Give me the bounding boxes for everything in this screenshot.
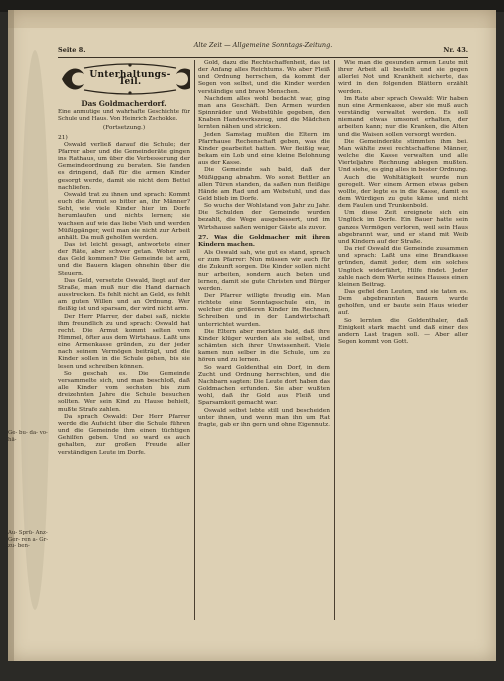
paragraph: So lernten die Goldenthaler, daß Einigkeit stark macht und daß einer des andern Last tragen soll. — Aber aller Segen kommt von Gott.	[338, 317, 468, 346]
paragraph: Oswald selbst lebte still und bescheiden unter ihnen, und wenn man ihn um Rat fragte, gab er ihn gern und ohne Eigennutz.	[198, 407, 330, 428]
paragraph: Das Geld, versetzte Oswald, liegt auf der Straße, man muß nur die Hand darnach ausstrecken. Es fehlt nicht an Geld, es fehlt am guten Willen und an Ordnung. Wer fleißig ist und sparsam, der wird nicht arm.	[58, 277, 190, 313]
chapter-number: 21)	[58, 134, 68, 141]
section-banner	[58, 62, 190, 96]
paragraph: Die Gemeinderäte stimmten ihm bei. Man wählte zwei rechtschaffene Männer, welche die Kasse verwalten und alle Vierteljahre Rechnung ablegen mußten. Und siehe, es ging alles in bester Ordnung.	[338, 138, 468, 174]
story-subtitle: Eine anmutige und wahrhafte Geschichte für Schule und Haus. Von Heinrich Zschokke.	[58, 109, 190, 123]
paragraph: Oswald verließ darauf die Schule; der Pfarrer aber und die Gemeinderäte gingen ins Rathaus, um über die Verbesserung der Gemeindeordnung zu beraten. Sie fanden es dringend, daß für die armen Kinder gesorgt werde, damit sie nicht dem Bettel nachliefen.	[58, 141, 190, 191]
paragraph: Oswald trat zu ihnen und sprach: Kommt euch die Armut so bitter an, ihr Männer? Seht, wie viele Kinder hier im Dorfe herumlaufen und nichts lernen; sie wachsen auf wie das liebe Vieh und werden Müßiggänger, weil man sie nicht zur Arbeit anhält. Da muß geholfen werden.	[58, 191, 190, 241]
paragraph: So geschah es. Die Gemeinde versammelte sich, und man beschloß, daß alle Kinder vom sechsten bis zum dreizehnten Jahre die Schule besuchen sollten. Wer sein Kind zu Hause behielt, mußte Strafe zahlen.	[58, 370, 190, 413]
chapter-heading: 27. Was die Goldmacher mit ihren Kindern machen.	[198, 233, 330, 248]
page-top-tint	[8, 10, 496, 28]
paragraph: Die Eltern aber merkten bald, daß ihre Kinder klüger wurden als sie selbst, und schämten sich ihrer Unwissenheit. Viele kamen nun selber in die Schule, um zu hören und zu lernen.	[198, 328, 330, 364]
paragraph: Um diese Zeit ereignete sich ein Unglück im Dorfe. Ein Bauer hatte sein ganzes Vermögen verloren, weil sein Haus abgebrannt war, und er stand mit Weib und Kindern auf der Straße.	[338, 210, 468, 245]
margin-note-bottom-text: Au- Sprü- Anz- Ger- ren a- Gr- zu- ben-	[8, 530, 49, 550]
paragraph: Gold, dazu die Rechtschaffenheit, das ist der Anfang alles Reichtums. Wo aber Fleiß und Ordnung herrschen, da kommt der Segen von selbst, und die Kinder werden verständige und brave Menschen.	[198, 60, 330, 95]
paragraph: Im Rate aber sprach Oswald: Wir haben nun eine Armenkasse, aber sie muß auch verständig verwaltet werden. Es soll niemand etwas umsonst erhalten, der arbeiten kann; nur die Kranken, die Alten und die Waisen sollen versorgt werden.	[338, 95, 468, 138]
paragraph: Wie man die gesunden armen Leute mit ihrer Arbeit all bestellt und sie gegen allerlei Not und Krankheit sicherte, das wird in den folgenden Blättern erzählt werden.	[338, 60, 468, 95]
paragraph: Da rief Oswald die Gemeinde zusammen und sprach: Laßt uns eine Brandkasse gründen, damit jeder, dem ein solches Unglück widerfährt, Hilfe findet. Jeder zahle nach dem Werte seines Hauses einen kleinen Beitrag.	[338, 246, 468, 288]
paragraph: Auch die Wohltätigkeit wurde nun geregelt. Wer einem Armen etwas geben wollte, der legte es in die Kasse, damit es dem Würdigen zu gute käme und nicht dem Faulen und Trunkenbold.	[338, 174, 468, 210]
paragraph: So ward Goldenthal ein Dorf, in dem Zucht und Ordnung herrschten, und die Nachbarn sagten: Die Leute dort haben das Goldmachen erfunden. Sie aber wußten wohl, daß ihr Gold aus Fleiß und Sparsamkeit gemacht war.	[198, 364, 330, 407]
header-title: Alte Zeit — Allgemeine Sonntags-Zeitung.	[193, 41, 333, 49]
paragraph: So wuchs der Wohlstand von Jahr zu Jahr. Die Schulden der Gemeinde wurden bezahlt, die Wege ausgebessert, und im Wirtshause saßen weniger Gäste als zuvor.	[198, 203, 330, 231]
continuation-note: (Fortsetzung.)	[102, 125, 146, 132]
column-2	[198, 60, 330, 620]
story-title: Das Goldmacherdorf.	[81, 99, 167, 108]
paragraph: Da sprach Oswald: Der Herr Pfarrer werde die Aufsicht über die Schule führen und die Gemeinde ihm einen tüchtigen Gehilfen geben. Und so ward es auch gehalten, zur großen Freude aller verständigen Leute im Dorfe.	[58, 413, 190, 456]
paragraph: Die Gemeinde sah bald, daß der Müßiggang abnahm. Wo sonst Bettler an allen Türen standen, da saßen nun fleißige Hände am Rad und am Webstuhl, und das Geld blieb im Dorfe.	[198, 167, 330, 202]
margin-note-top	[8, 430, 56, 500]
paragraph: Als Oswald sah, wie gut es stand, sprach er zum Pfarrer: Nun müssen wir auch für die Zukunft sorgen. Die Kinder sollen nicht nur arbeiten, sondern auch beten und lernen, damit sie gute Christen und Bürger werden.	[198, 250, 330, 292]
header-rule	[58, 57, 468, 58]
column-3	[338, 60, 468, 620]
paragraph: Das gefiel den Leuten, und sie taten es. Dem abgebrannten Bauern wurde geholfen, und er baute sein Haus wieder auf.	[338, 289, 468, 317]
margin-note-top-text: Ge- bu- da- vo- hä-	[8, 430, 48, 443]
column-divider	[194, 60, 195, 620]
page-gutter-shadow	[20, 50, 50, 610]
paragraph: Der Pfarrer willigte freudig ein. Man richtete eine Sonntagsschule ein, in welcher die größeren Kinder im Rechnen, Schreiben und in der Landwirtschaft unterrichtet wurden.	[198, 293, 330, 328]
newspaper-page	[8, 10, 496, 661]
margin-note-bottom	[8, 530, 56, 620]
paragraph: Das ist leicht gesagt, antwortete einer der Räte, aber schwer getan. Woher soll das Geld kommen? Die Gemeinde ist arm, und die Bauern klagen ohnehin über die Steuern.	[58, 241, 190, 277]
page-label: Seite 8.	[58, 46, 86, 54]
paragraph: Nachdem alles wohl bedacht war, ging man ans Geschäft. Den Armen wurden Spinnräder und Webstühle gegeben, den Knaben Handwerkszeug, und die Mädchen lernten nähen und stricken.	[198, 95, 330, 131]
section-banner-title: Unterhaltungs-Teil.	[89, 70, 171, 88]
column-divider	[334, 60, 335, 620]
column-1	[58, 60, 190, 620]
issue-number: Nr. 43.	[443, 46, 468, 54]
paragraph: Der Herr Pfarrer, der dabei saß, nickte ihm freundlich zu und sprach: Oswald hat recht. Die Armut kommt selten vom Himmel, öfter aus dem Wirtshaus. Laßt uns eine Armenkasse gründen, zu der jeder nach seinem Vermögen beiträgt, und die Kinder sollen in die Schule gehen, bis sie lesen und schreiben können.	[58, 313, 190, 370]
paragraph: Jeden Samstag mußten die Eltern im Pfarrhause Rechenschaft geben, was die Kinder gearbeitet hatten. Wer fleißig war, bekam ein Lob und eine kleine Belohnung aus der Kasse.	[198, 131, 330, 167]
